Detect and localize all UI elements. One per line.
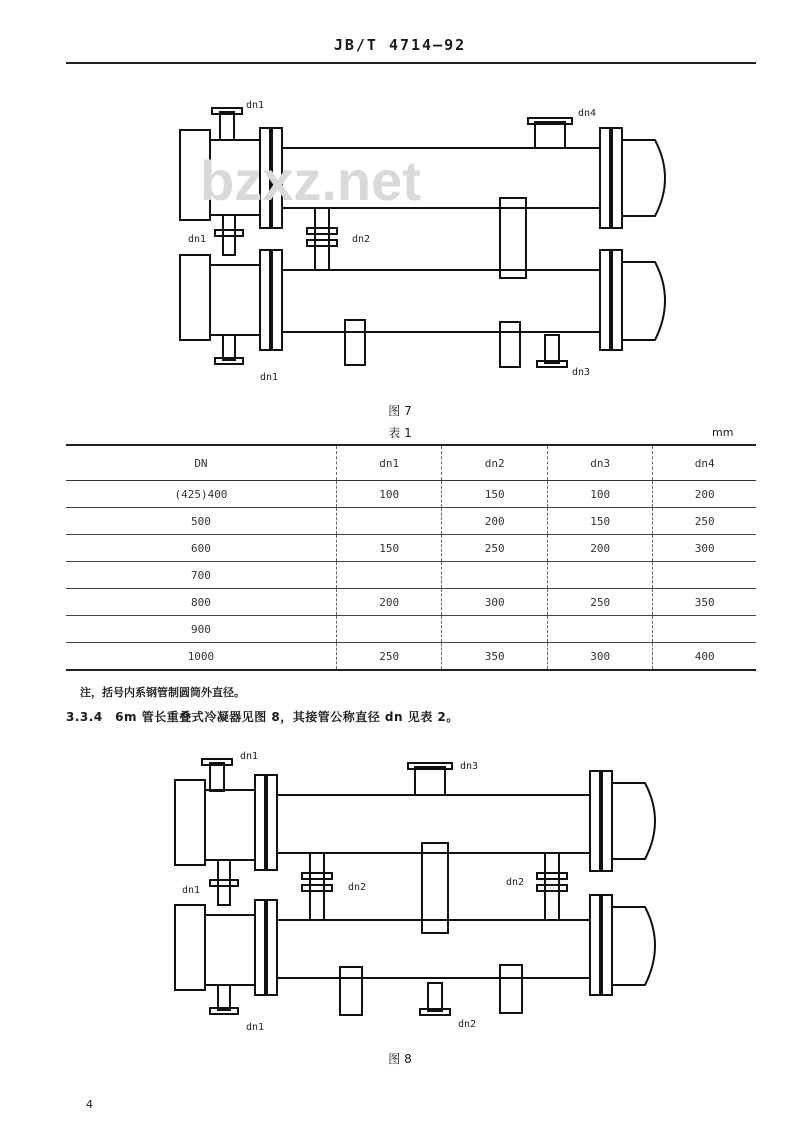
cell [336, 616, 442, 643]
label-dn2-bottom-8: dn2 [458, 1019, 477, 1030]
cell: 200 [547, 535, 653, 562]
cell: 250 [547, 589, 653, 616]
table-note: 注，括号内系钢管制圆筒外直径。 [80, 686, 245, 699]
clause-3-3-4: 3.3.4 6m 管长重叠式冷凝器见图 8，其接管公称直径 dn 见表 2。 [66, 710, 459, 724]
standard-code-header: JB/T 4714—92 [333, 36, 467, 54]
table-header-row [66, 445, 756, 481]
heat-exchanger-stacked-drawing-7 [160, 90, 700, 390]
table-row [66, 616, 756, 643]
cell [653, 616, 756, 643]
label-dn1-bottom: dn1 [260, 372, 279, 383]
table-row [66, 562, 756, 589]
table-row [66, 643, 756, 671]
label-dn3-8: dn3 [460, 761, 479, 772]
cell: 250 [336, 643, 442, 671]
table-row [66, 535, 756, 562]
cell [547, 562, 653, 589]
cell: 150 [442, 481, 548, 508]
cell: 600 [66, 535, 336, 562]
table-row [66, 481, 756, 508]
cell: 150 [547, 508, 653, 535]
col-dn3: dn3 [547, 445, 653, 481]
cell: 200 [336, 589, 442, 616]
cell: 350 [442, 643, 548, 671]
cell: 1000 [66, 643, 336, 671]
label-dn1-bottom-8: dn1 [246, 1022, 265, 1033]
cell [653, 562, 756, 589]
cell [442, 562, 548, 589]
cell: 350 [653, 589, 756, 616]
heat-exchanger-stacked-drawing-8 [160, 745, 700, 1035]
table-1-unit: mm [712, 426, 734, 439]
cell [336, 562, 442, 589]
figure-8-caption: 图 8 [388, 1052, 412, 1066]
cell: 200 [442, 508, 548, 535]
label-dn1-mid-8: dn1 [182, 885, 201, 896]
table-row [66, 589, 756, 616]
label-dn1-top-8: dn1 [240, 751, 259, 762]
cell: 900 [66, 616, 336, 643]
label-dn2-right-8: dn2 [506, 877, 525, 888]
cell: 800 [66, 589, 336, 616]
watermark-text: bzxz.net [200, 149, 421, 212]
cell: 150 [336, 535, 442, 562]
cell: 300 [442, 589, 548, 616]
table-1-title: 表 1 [388, 426, 412, 440]
cell [336, 508, 442, 535]
cell: (425)400 [66, 481, 336, 508]
label-dn2-mid-8: dn2 [348, 882, 367, 893]
header-rule [66, 62, 756, 64]
cell: 500 [66, 508, 336, 535]
cell: 100 [336, 481, 442, 508]
cell: 300 [547, 643, 653, 671]
col-dn1: dn1 [336, 445, 442, 481]
table-row [66, 508, 756, 535]
label-dn1-mid: dn1 [188, 234, 207, 245]
cell [547, 616, 653, 643]
page-number: 4 [86, 1098, 93, 1111]
label-dn1-top: dn1 [246, 100, 265, 111]
col-dn2: dn2 [442, 445, 548, 481]
label-dn3: dn3 [572, 367, 591, 378]
col-dn: DN [66, 445, 336, 481]
cell: 100 [547, 481, 653, 508]
label-dn4: dn4 [578, 108, 597, 119]
table-1 [66, 444, 756, 671]
cell: 200 [653, 481, 756, 508]
cell: 400 [653, 643, 756, 671]
figure-8-drawing [160, 745, 700, 1035]
cell: 250 [653, 508, 756, 535]
cell: 700 [66, 562, 336, 589]
cell [442, 616, 548, 643]
label-dn2: dn2 [352, 234, 371, 245]
cell: 250 [442, 535, 548, 562]
col-dn4: dn4 [653, 445, 756, 481]
cell: 300 [653, 535, 756, 562]
figure-7-caption: 图 7 [388, 404, 412, 418]
figure-7-drawing [160, 90, 700, 390]
